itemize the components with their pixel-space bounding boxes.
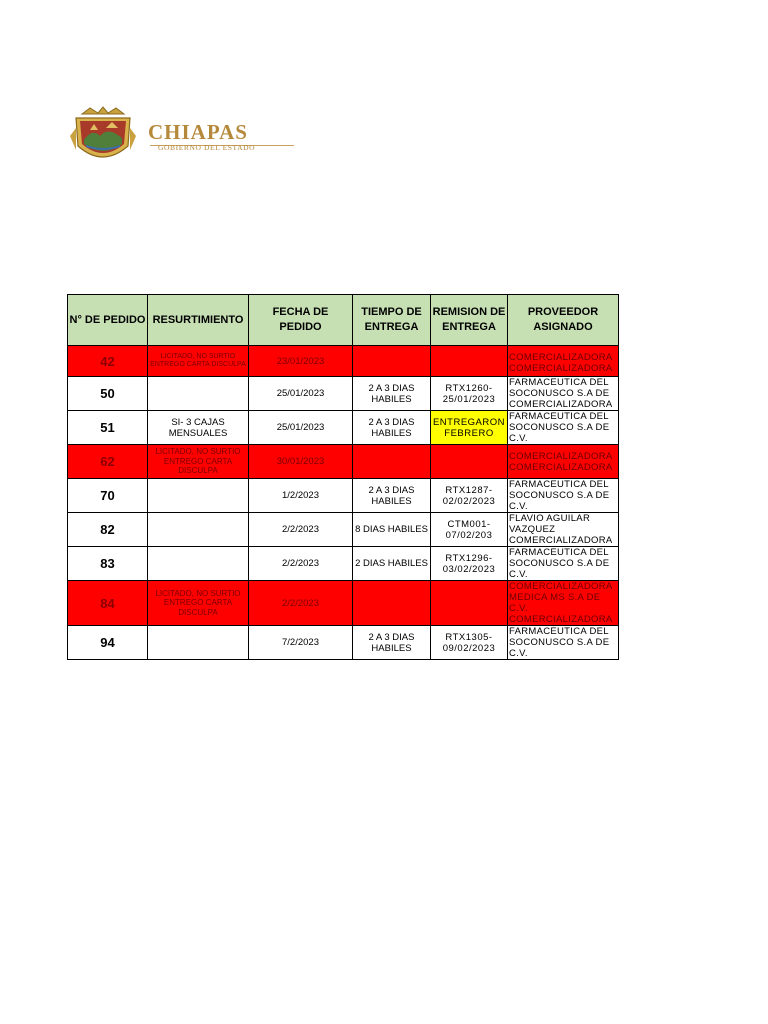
cell-tiempo: 2 A 3 DIAS HABILES [353, 479, 431, 513]
cell-remision: RTX1260- 25/01/2023 [431, 377, 508, 411]
logo-subtitle: GOBIERNO DEL ESTADO [158, 143, 256, 152]
cell-pedido: 51 [68, 411, 148, 445]
cell-pedido: 82 [68, 513, 148, 547]
cell-proveedor: COMERCIALIZADORA MEDICA MS S.A DE C.V. COMERCIALIZADORA [508, 581, 619, 626]
cell-resurtimiento [148, 626, 249, 660]
table-row [68, 411, 619, 445]
cell-pedido: 62 [68, 445, 148, 479]
table-row [68, 346, 619, 377]
table-row [68, 479, 619, 513]
cell-tiempo: 2 A 3 DIAS HABILES [353, 626, 431, 660]
cell-fecha: 2/2/2023 [249, 547, 353, 581]
header-fecha: FECHA DE PEDIDO [249, 295, 353, 346]
cell-tiempo [353, 346, 431, 377]
table-header-row [68, 295, 619, 346]
cell-fecha: 2/2/2023 [249, 513, 353, 547]
cell-resurtimiento: SI- 3 CAJAS MENSUALES [148, 411, 249, 445]
header-pedido: N° DE PEDIDO [68, 295, 148, 346]
cell-resurtimiento [148, 547, 249, 581]
cell-pedido: 50 [68, 377, 148, 411]
cell-remision [431, 581, 508, 626]
cell-fecha: 25/01/2023 [249, 377, 353, 411]
cell-fecha: 2/2/2023 [249, 581, 353, 626]
cell-proveedor: COMERCIALIZADORA COMERCIALIZADORA [508, 445, 619, 479]
cell-pedido: 42 [68, 346, 148, 377]
logo-title: CHIAPAS [148, 120, 248, 144]
cell-remision-highlight: ENTREGARON FEBRERO [431, 411, 508, 445]
cell-remision: RTX1287- 02/02/2023 [431, 479, 508, 513]
cell-resurtimiento: LICITADO, NO SURTIO ENTREGO CARTA DISCULPA [148, 445, 249, 479]
cell-proveedor: FARMACEUTICA DEL SOCONUSCO S.A DE C.V. [508, 479, 619, 513]
table-row [68, 581, 619, 626]
cell-pedido: 94 [68, 626, 148, 660]
cell-proveedor: FARMACEUTICA DEL SOCONUSCO S.A DE C.V. [508, 626, 619, 660]
cell-fecha: 1/2/2023 [249, 479, 353, 513]
cell-pedido: 70 [68, 479, 148, 513]
cell-resurtimiento [148, 377, 249, 411]
orders-table [67, 294, 619, 660]
cell-fecha: 23/01/2023 [249, 346, 353, 377]
cell-remision: RTX1296- 03/02/2023 [431, 547, 508, 581]
cell-tiempo [353, 445, 431, 479]
cell-resurtimiento: LICITADO, NO SURTIO ENTREGO CARTA DISCULPA [148, 346, 249, 377]
cell-proveedor: FARMACEUTICA DEL SOCONUSCO S.A DE C.V. [508, 411, 619, 445]
cell-pedido: 83 [68, 547, 148, 581]
cell-fecha: 25/01/2023 [249, 411, 353, 445]
cell-fecha: 30/01/2023 [249, 445, 353, 479]
cell-resurtimiento: LICITADO, NO SURTIO ENTREGO CARTA DISCULPA [148, 581, 249, 626]
cell-resurtimiento [148, 479, 249, 513]
cell-remision: RTX1305- 09/02/2023 [431, 626, 508, 660]
cell-proveedor: FLAVIO AGUILAR VAZQUEZ COMERCIALIZADORA [508, 513, 619, 547]
cell-tiempo: 2 A 3 DIAS HABILES [353, 411, 431, 445]
header-tiempo: TIEMPO DE ENTREGA [353, 295, 431, 346]
cell-tiempo: 8 DIAS HABILES [353, 513, 431, 547]
header-proveedor: PROVEEDOR ASIGNADO [508, 295, 619, 346]
chiapas-logo [70, 106, 300, 168]
cell-remision [431, 346, 508, 377]
table-row [68, 513, 619, 547]
cell-remision [431, 445, 508, 479]
cell-tiempo: 2 DIAS HABILES [353, 547, 431, 581]
coat-of-arms-icon [70, 106, 136, 168]
header-remision: REMISION DE ENTREGA [431, 295, 508, 346]
header-resurtimiento: RESURTIMIENTO [148, 295, 249, 346]
table-row [68, 626, 619, 660]
cell-tiempo: 2 A 3 DIAS HABILES [353, 377, 431, 411]
cell-tiempo [353, 581, 431, 626]
cell-proveedor: COMERCIALIZADORA COMERCIALIZADORA [508, 346, 619, 377]
cell-resurtimiento [148, 513, 249, 547]
table-row [68, 547, 619, 581]
table-row [68, 377, 619, 411]
cell-pedido: 84 [68, 581, 148, 626]
table-row [68, 445, 619, 479]
cell-proveedor: FARMACEUTICA DEL SOCONUSCO S.A DE COMERCIALIZADORA [508, 377, 619, 411]
cell-fecha: 7/2/2023 [249, 626, 353, 660]
cell-proveedor: FARMACEUTICA DEL SOCONUSCO S.A DE C.V. [508, 547, 619, 581]
cell-remision: CTM001- 07/02/203 [431, 513, 508, 547]
